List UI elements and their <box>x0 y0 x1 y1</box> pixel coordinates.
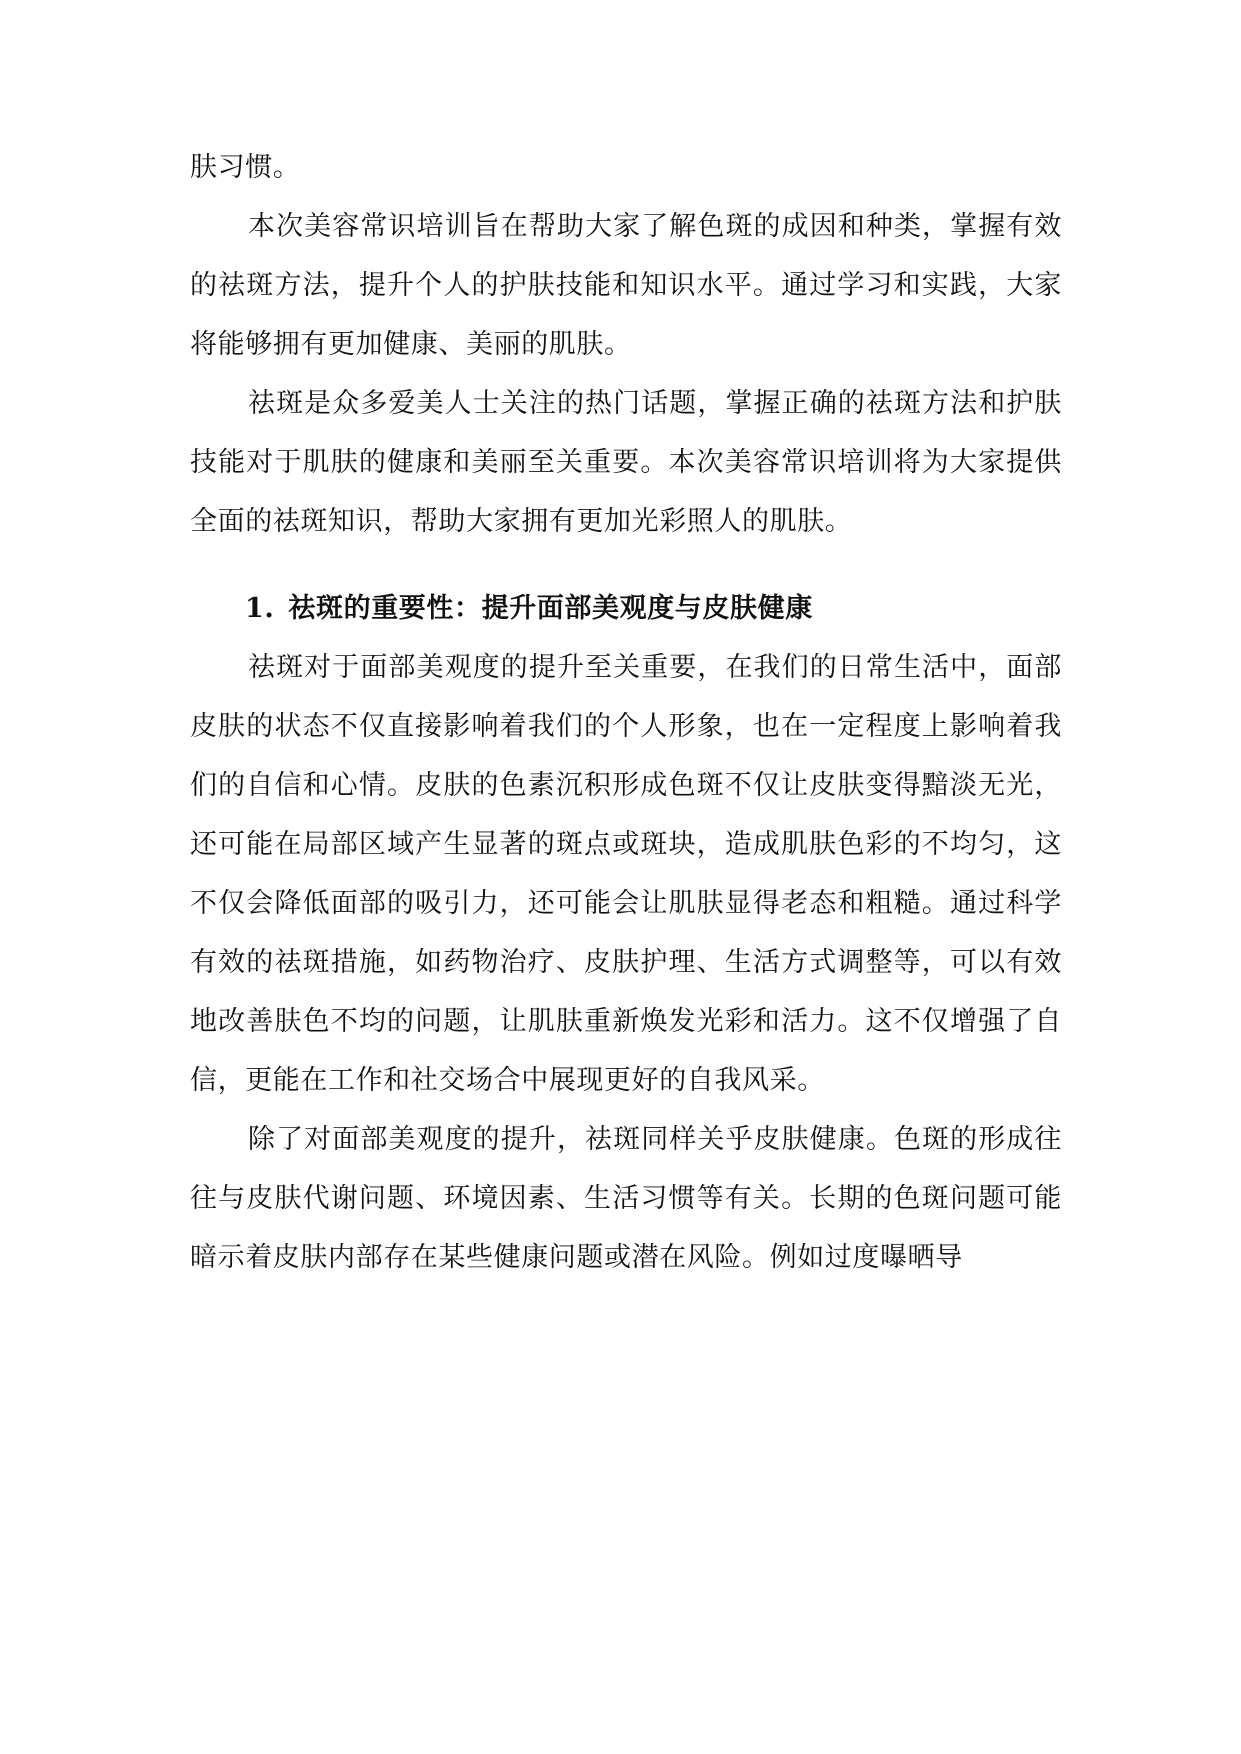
section-title: 祛斑的重要性：提升面部美观度与皮肤健康 <box>288 593 813 624</box>
section-heading <box>190 579 1062 638</box>
paragraph-training-purpose: 本次美容常识培训旨在帮助大家了解色斑的成因和种类，掌握有效的祛斑方法，提升个人的护肤技能和知识水平。通过学习和实践，大家将能够拥有更加健康、美丽的肌肤。 <box>190 211 1062 360</box>
paragraph-freckle-topic: 祛斑是众多爱美人士关注的热门话题，掌握正确的祛斑方法和护肤技能对于肌肤的健康和美丽至关重要。本次美容常识培训将为大家提供全面的祛斑知识，帮助大家拥有更加光彩照人的肌肤。 <box>190 388 1062 537</box>
paragraph-skin-health: 除了对面部美观度的提升，祛斑同样关乎皮肤健康。色斑的形成往往与皮肤代谢问题、环境因素、生活习惯等有关。长期的色斑问题可能暗示着皮肤内部存在某些健康问题或潜在风险。例如过度曝晒导 <box>190 1124 1062 1273</box>
paragraph-continuation: 肤习惯。 <box>190 152 301 183</box>
paragraph-facial-appearance: 祛斑对于面部美观度的提升至关重要，在我们的日常生活中，面部皮肤的状态不仅直接影响着我们的个人形象，也在一定程度上影响着我们的自信和心情。皮肤的色素沉积形成色斑不仅让皮肤变得黯淡无光，还可能在局部区域产生显著的斑点或斑块，造成肌肤色彩的不均匀，这不仅会降低面部的吸引力，还可能会让肌肤显得老态和粗糙。通过科学有效的祛斑措施，如药物治疗、皮肤护理、生活方式调整等，可以有效地改善肤色不均的问题，让肌肤重新焕发光彩和活力。这不仅增强了自信，更能在工作和社交场合中展现更好的自我风采。 <box>190 652 1062 1096</box>
section-number: 1. <box>245 593 275 624</box>
document-body <box>190 138 1062 1287</box>
